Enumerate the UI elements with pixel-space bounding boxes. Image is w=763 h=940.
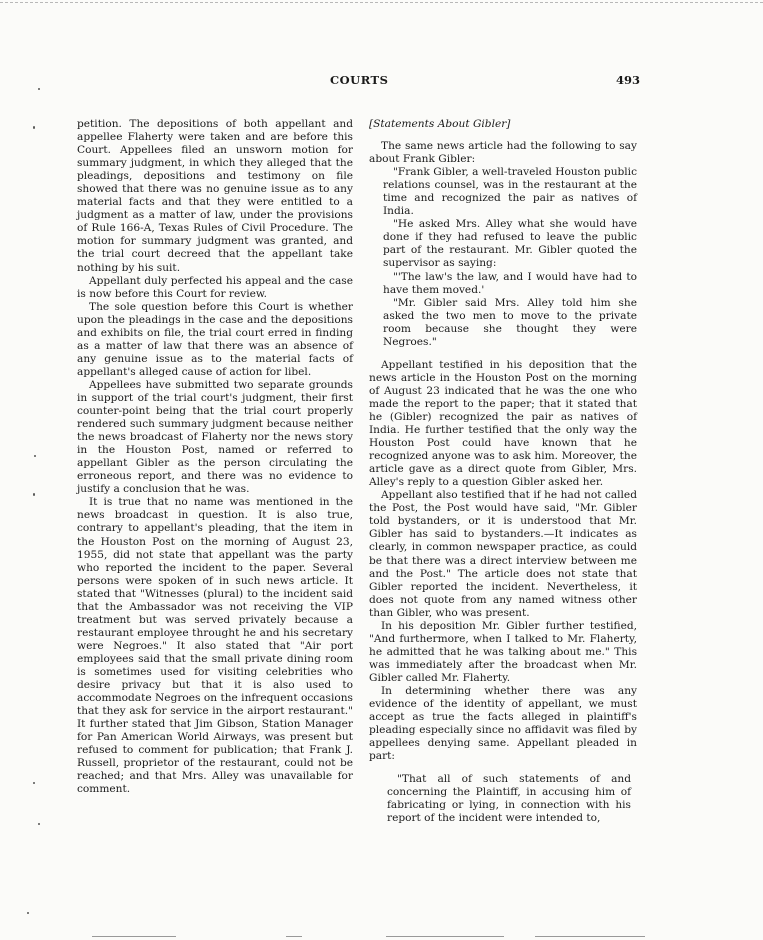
quoted-paragraph: "'The law's the law, and I would have had to have them moved.' [383, 270, 637, 296]
top-dashed-edge [0, 2, 763, 3]
quoted-paragraph: "Mr. Gibler said Mrs. Alley told him she asked the two men to move to the private room because she thought they were Negroes." [383, 296, 637, 348]
paragraph: The sole question before this Court is whether upon the pleadings in the case and the depositions and exhibits on file, the trial court erred in finding as a matter of law that there was an absence of any genuine issue as to the material facts of appellant's alleged cause of action for libel. [77, 300, 353, 378]
paragraph: It is true that no name was mentioned in the news broadcast in question. It is also true, contrary to appellant's pleading, that the item in the Houston Post on the morning of August 23, 1955, did not state that appellant was the party who reported the incident to the paper. Several persons were spoken of in such news article. It stated that "Witnesses (plural) to the incident said that the Ambassador was not receiving the VIP treatment but was served privately because a restaurant employee throught he and his secretary were Negroes." It also stated that "Air port employees said that the small private dining room is sometimes used for visiting celebrities who desire privacy but that it is also used to accommodate Negroes on the infrequent occasions that they ask for service in the airport restaurant." It further stated that Jim Gibson, Station Manager for Pan American World Airways, was present but refused to comment for publication; that Frank J. Russell, proprietor of the restaurant, could not be reached; and that Mrs. Alley was unavailable for comment. [77, 496, 353, 796]
bottom-edge-line [535, 936, 645, 937]
running-head: COURTS [330, 73, 389, 87]
bottom-edge-line [386, 936, 504, 937]
paragraph: Appellant testified in his deposition that the news article in the Houston Post on the morning of August 23 indicated that he was the one who made the report to the paper; that it stated that he (Gibler) recognized the pair as natives of India. He further testified that the only way the Houston Post could have known that he recognized anyone was to ask him. Moreover, the article gave as a direct quote from Gibler, Mrs. Alley's reply to a question Gibler asked her. [369, 358, 637, 489]
quoted-paragraph: "Frank Gibler, a well-traveled Houston public relations counsel, was in the restaurant at the time and recognized the pair as natives of India. [383, 166, 638, 218]
block-quote: "That all of such statements of and concerning the Plaintiff, in accusing him of fabricating or lying, in connection with his report of the incident were intended to, [387, 773, 631, 825]
page-number: 493 [616, 73, 641, 87]
paragraph: Appellant also testified that if he had not called the Post, the Post would have said, "Mr. Gibler told bystanders, or it is understood that Mr. Gibler has said to bystanders.—It indicates as clearly, in common newspaper practice, as could be that there was a direct interview between me and the Post." The article does not state that Gibler reported the incident. Nevertheless, it does not quote from any named witness other than Gibler, who was present. [369, 489, 637, 619]
bottom-edge-line [92, 936, 176, 937]
paragraph: In determining whether there was any evidence of the identity of appellant, we must accept as true the facts alleged in plaintiff's pleading especially since no affidavit was filed by appellees denying same. Appellant pleaded in part: [369, 684, 637, 763]
page-header [0, 73, 763, 89]
paragraph: petition. The depositions of both appellant and appellee Flaherty were taken and are before this Court. Appellees filed an unsworn motion for summary judgment, in which they alleged that the pleadings, depositions and testimony on file showed that there was no genuine issue as to any material facts and that they were entitled to a judgment as a matter of law, under the provisions of Rule 166-A, Texas Rules of Civil Procedure. The motion for summary judgment was granted, and the trial court decreed that the appellant take nothing by his suit. [77, 118, 353, 274]
paragraph: In his deposition Mr. Gibler further testified, "And furthermore, when I talked to Mr. Flaherty, he admitted that he was talking about me." This was immediately after the broadcast when Mr. Gibler called Mr. Flaherty. [369, 619, 637, 684]
paragraph: The same news article had the following to say about Frank Gibler: [369, 140, 637, 166]
bottom-edge-line [286, 936, 302, 937]
paragraph: Appellant duly perfected his appeal and the case is now before this Court for review. [77, 274, 353, 300]
paragraph: Appellees have submitted two separate grounds in support of the trial court's judgment, their first counter-point being that the trial court properly rendered such summary judgment because neither the news broadcast of Flaherty nor the news story in the Houston Post, named or referred to appellant Gibler as the person circulating the erroneous report, and there was no evidence to justify a conclusion that he was. [77, 378, 353, 496]
quoted-paragraph: "He asked Mrs. Alley what she would have done if they had refused to leave the public part of the restaurant. Mr. Gibler quoted the supervisor as saying: [383, 218, 637, 270]
right-column [369, 118, 637, 825]
left-column [77, 118, 353, 796]
section-heading: [Statements About Gibler] [369, 118, 511, 130]
